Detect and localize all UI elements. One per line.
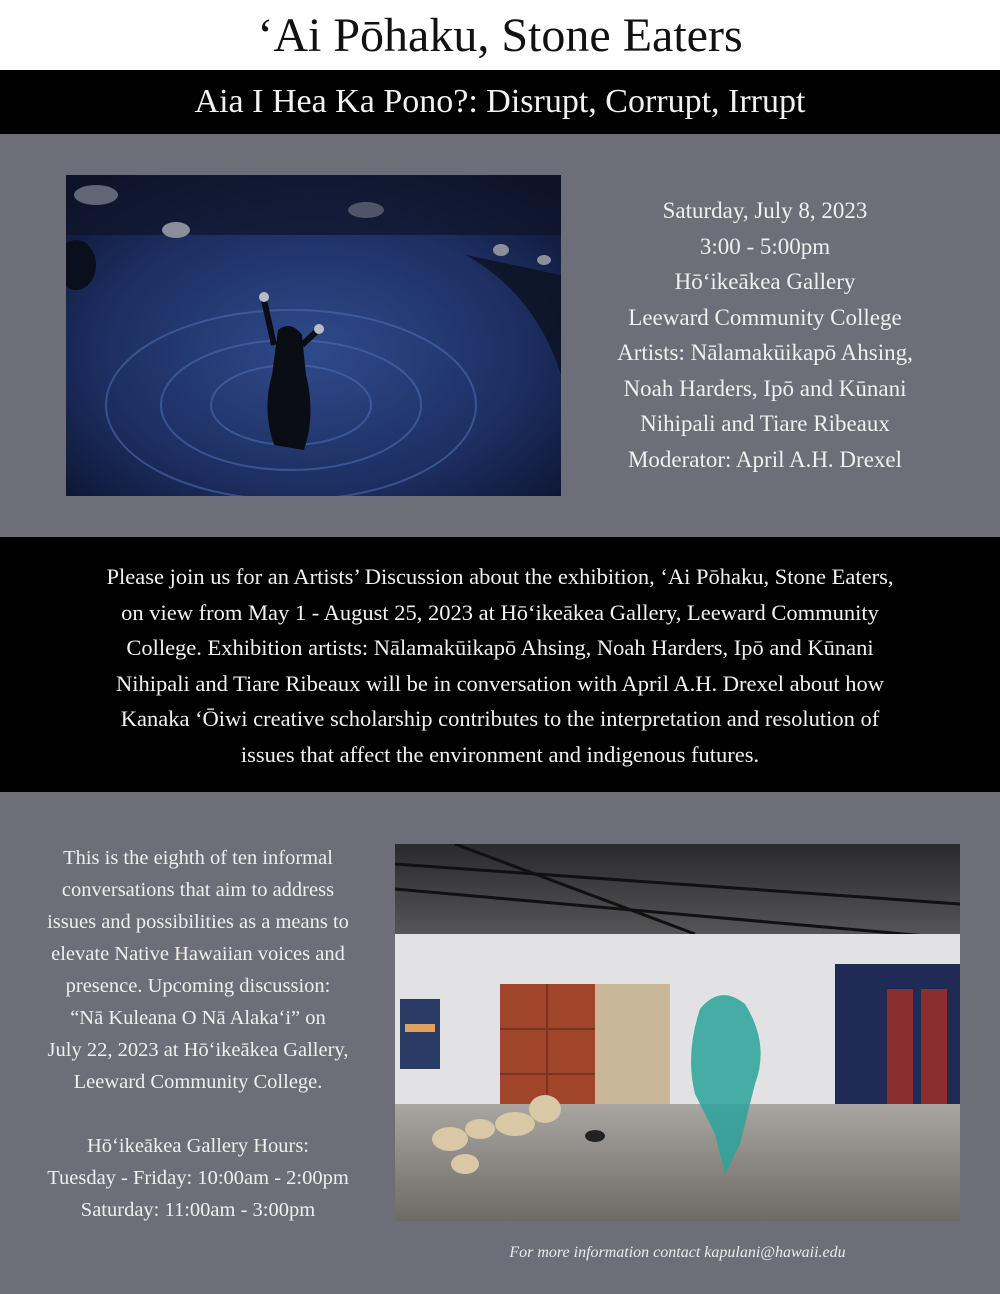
page-title: ‘Ai Pōhaku, Stone Eaters [257, 8, 743, 62]
photo-figure-in-water [66, 175, 561, 496]
event-moderator: Moderator: April A.H. Drexel [627, 446, 903, 472]
description-line: Nihipali and Tiare Ribeaux will be in conversation with April A.H. Drexel about how [115, 670, 884, 696]
event-artists-line: Noah Harders, Ipō and Kūnani [623, 375, 907, 401]
description-line: issues that affect the environment and indigenous futures. [240, 741, 760, 767]
series-line: conversations that aim to address [61, 879, 335, 901]
event-artists-line: Artists: Nālamakūikapō Ahsing, [617, 340, 913, 365]
series-info [32, 842, 364, 1226]
series-line: elevate Native Hawaiian voices and [51, 943, 345, 965]
spacer [32, 1098, 364, 1130]
event-info [585, 193, 945, 477]
series-line: issues and possibilities as a means to [47, 911, 349, 933]
description-text [40, 559, 960, 772]
hours-weekday: Tuesday - Friday: 10:00am - 2:00pm [47, 1167, 349, 1189]
description-line: Kanaka ʻŌiwi creative scholarship contributes to the interpretation and resolution of [120, 706, 880, 731]
event-date: Saturday, July 8, 2023 [662, 198, 868, 223]
event-institution: Leeward Community College [628, 304, 902, 330]
hours-heading: Hōʻikeākea Gallery Hours: [87, 1135, 309, 1157]
contact-info: For more information contact kapulani@hawaii.edu [509, 1244, 846, 1261]
description-line: on view from May 1 - August 25, 2023 at Hōʻikeākea Gallery, Leeward Community [121, 599, 879, 625]
event-artists-line: Nihipali and Tiare Ribeaux [640, 411, 890, 436]
description-line: College. Exhibition artists: Nālamakūikapō Ahsing, Noah Harders, Ipō and Kūnani [126, 635, 874, 660]
series-line: July 22, 2023 at Hōʻikeākea Gallery, [47, 1039, 349, 1061]
series-line: “Nā Kuleana O Nā Alaka‘i” on [70, 1007, 326, 1029]
event-venue: Hōʻikeākea Gallery [674, 269, 856, 294]
event-time: 3:00 - 5:00pm [699, 233, 831, 259]
description-line: Please join us for an Artists’ Discussion about the exhibition, ‘Ai Pōhaku, Stone Eaters, [106, 564, 894, 589]
hours-saturday: Saturday: 11:00am - 3:00pm [80, 1199, 316, 1221]
page-subtitle: Aia I Hea Ka Pono?: Disrupt, Corrupt, Irrupt [194, 83, 806, 120]
series-line: presence. Upcoming discussion: [65, 975, 331, 997]
series-line: Leeward Community College. [73, 1071, 323, 1093]
title-bar [0, 0, 1000, 70]
photo-gallery-installation [395, 844, 960, 1221]
description-band [0, 537, 1000, 792]
series-line: This is the eighth of ten informal [63, 847, 333, 869]
subtitle-bar [0, 70, 1000, 134]
